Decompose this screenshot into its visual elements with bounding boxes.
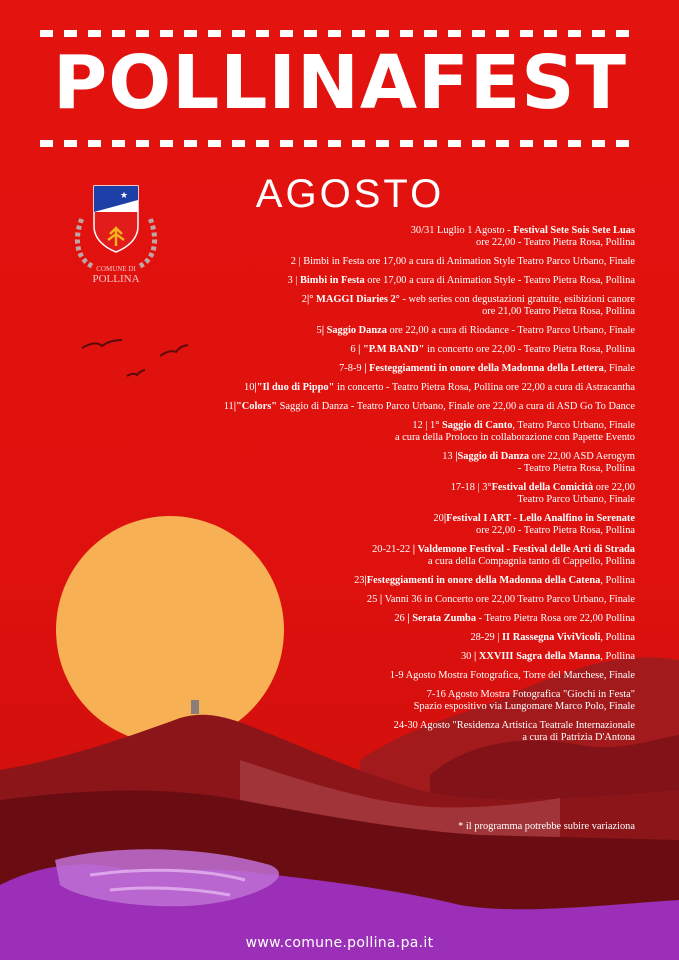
event-text: in concerto ore 22,00 - Teatro Pietra Rosa, Pollina [424,344,635,355]
event-text: 17-18 | 3° [450,482,492,493]
event-line [165,544,635,556]
event-highlight: |Festeggiamenti in onore della Madonna della Catena [364,575,601,586]
event-text: ore 22,00 a cura di Riodance - Teatro Parco Urbano, Finale [386,325,635,336]
event-item [165,613,635,625]
event-text: 20-21-22 [372,544,413,555]
event-text: 30/31 Luglio 1 Agosto - [410,225,514,236]
event-line [165,294,635,306]
event-line [165,432,635,444]
event-line [165,494,635,506]
top-dashed-border [40,30,640,37]
event-text: 24-30 Agosto "Residenza Artistica Teatrale Internazionale [393,720,635,731]
event-text: 12 | 1° [412,420,442,431]
event-list [165,225,635,751]
event-line [165,325,635,337]
event-line [165,482,635,494]
event-text: 10 [244,382,255,393]
event-text: 1-9 Agosto Mostra Fotografica, Torre del Marchese, Finale [389,670,635,681]
event-text: 7-16 Agosto Mostra Fotografica "Giochi in Festa" [426,689,635,700]
event-line [165,401,635,413]
event-line [165,275,635,287]
event-line [165,344,635,356]
bird-icon [127,370,145,376]
event-line [165,382,635,394]
event-item [165,544,635,568]
event-text: a cura della Proloco in collaborazione con Papette Evento [394,432,635,443]
event-item [165,363,635,375]
event-item [165,256,635,268]
poster-title: POLLINAFEST [52,40,628,126]
event-line [165,225,635,237]
event-text: ore 22,00 ASD Aerogym [529,451,635,462]
event-text: , Pollina [600,632,635,643]
event-line [165,525,635,537]
event-highlight: Bimbi in Festa [299,275,365,286]
event-highlight: Saggio di Canto [441,420,513,431]
event-line [165,594,635,606]
event-item [165,482,635,506]
event-text: 3 | [287,275,300,286]
event-item [165,689,635,713]
event-item [165,720,635,744]
event-item [165,632,635,644]
svg-text:★: ★ [120,190,129,200]
event-highlight: |Festival I ART - Lello Analfino in Serenate [443,513,635,524]
event-line [165,306,635,318]
event-line [165,613,635,625]
event-highlight: Festival della Comicità [491,482,594,493]
event-text: ore 22,00 - Teatro Pietra Rosa, Pollina [476,237,635,248]
event-line [165,575,635,587]
event-highlight: Festival Sete Sois Sete Luas [513,225,635,236]
event-line [165,363,635,375]
event-item [165,513,635,537]
event-text: ore 21,00 Teatro Pietra Rosa, Pollina [482,306,635,317]
event-highlight: |"Il duo di Pippo" [254,382,335,393]
event-item [165,275,635,287]
event-text: 30 [460,651,474,662]
bottom-dashed-border [40,140,640,147]
event-highlight: |Saggio di Danza [455,451,530,462]
event-text: 2 [301,294,307,305]
event-text: - web series con degustazioni gratuite, esibizioni canore [399,294,635,305]
event-item [165,401,635,413]
event-highlight: | Serata Zumba [407,613,477,624]
event-text: 20 [433,513,444,524]
event-text: 28-29 | [470,632,503,643]
event-text: in concerto - Teatro Pietra Rosa, Pollina ore 22,00 a cura di Astracantha [334,382,635,393]
event-item [165,225,635,249]
event-text: 23 [354,575,365,586]
event-text: ore 22,00 - Teatro Pietra Rosa, Pollina [476,525,635,536]
event-text: , Finale [603,363,635,374]
event-highlight: | Saggio Danza [321,325,387,336]
event-item [165,344,635,356]
event-item [165,382,635,394]
event-item [165,670,635,682]
event-item [165,651,635,663]
event-highlight: | Festeggiamenti in onore della Madonna della Lettera [364,363,604,374]
event-highlight: | XXVIII Sagra della Manna [473,651,601,662]
event-highlight: II Rassegna ViviVicoli [502,632,601,643]
event-text: 13 [442,451,456,462]
event-item [165,420,635,444]
event-line [165,451,635,463]
event-item [165,294,635,318]
event-text: , Teatro Parco Urbano, Finale [512,420,635,431]
crest-label: COMUNE DI POLLINA [92,265,140,285]
event-text: , Pollina [600,651,635,662]
event-line [165,720,635,732]
event-line [165,689,635,701]
event-line [165,463,635,475]
event-highlight: | [379,594,383,605]
event-highlight: | "P.M BAND" [358,344,425,355]
event-text: - Teatro Pietra Rosa ore 22,00 Pollina [476,613,635,624]
bird-icon [82,340,122,348]
event-text: 2 | Bimbi in Festa ore 17,00 a cura di Animation Style Teatro Parco Urbano, Finale [290,256,635,267]
event-text: , Pollina [600,575,635,586]
event-text: 11 [223,401,234,412]
website-link[interactable]: www.comune.pollina.pa.it [245,935,434,951]
event-line [165,556,635,568]
event-text: 7-8-9 [339,363,365,374]
event-line [165,701,635,713]
event-line [165,256,635,268]
event-highlight: |° MAGGI Diaries 2° [306,294,400,305]
event-text: ore 17,00 a cura di Animation Style - Teatro Pietra Rosa, Pollina [364,275,635,286]
event-text: Saggio di Danza - Teatro Parco Urbano, Finale ore 22,00 a cura di ASD Go To Dance [277,401,635,412]
event-text: a cura di Patrizia D'Antona [522,732,635,743]
event-item [165,451,635,475]
event-item [165,575,635,587]
event-text: 25 [366,594,380,605]
event-text: Teatro Parco Urbano, Finale [517,494,635,505]
program-notice: * il programma potrebbe subire variaziona [458,821,635,832]
event-highlight: |"Colors" [233,401,278,412]
event-text: Vanni 36 in Concerto ore 22,00 Teatro Parco Urbano, Finale [382,594,635,605]
event-text: ore 22,00 [593,482,635,493]
event-text: 26 [394,613,408,624]
event-text: - Teatro Pietra Rosa, Pollina [517,463,635,474]
event-text: a cura della Compagnia tanto di Cappello, Pollina [427,556,635,567]
event-text: 6 [350,344,359,355]
event-line [165,732,635,744]
event-line [165,420,635,432]
event-highlight: | Valdemone Festival - Festival delle Arti di Strada [412,544,635,555]
month-heading: AGOSTO [255,172,445,216]
event-text: 5 [316,325,322,336]
event-text: Spazio espositivo via Lungomare Marco Polo, Finale [413,701,635,712]
event-line [165,632,635,644]
event-line [165,651,635,663]
event-line [165,670,635,682]
event-line [165,237,635,249]
event-line [165,513,635,525]
event-item [165,325,635,337]
event-item [165,594,635,606]
